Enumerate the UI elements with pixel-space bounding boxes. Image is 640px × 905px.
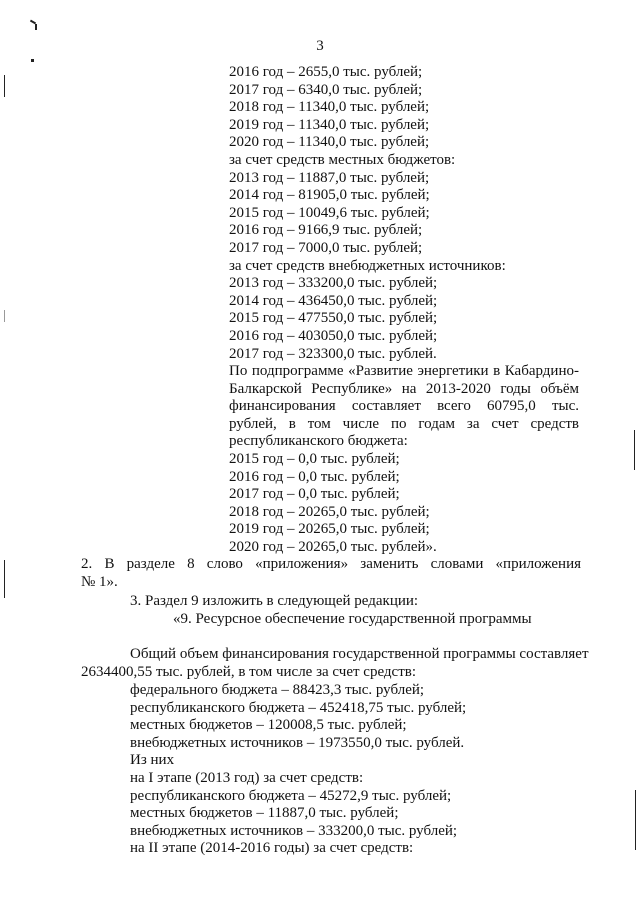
list-item: 2018 год – 11340,0 тыс. рублей; <box>229 99 430 116</box>
list-item: местных бюджетов – 120008,5 тыс. рублей; <box>130 717 407 734</box>
list-item: 2016 год – 9166,9 тыс. рублей; <box>229 222 423 239</box>
paragraph-line: Балкарской Республике» на 2013-2020 годы объём <box>229 380 579 397</box>
list-item: 2015 год – 477550,0 тыс. рублей; <box>229 310 438 327</box>
list-item: 2017 год – 323300,0 тыс. рублей. <box>229 345 437 362</box>
scan-mark <box>4 560 5 598</box>
list-item: 2013 год – 11887,0 тыс. рублей; <box>229 169 430 186</box>
scan-mark <box>634 430 635 470</box>
funding-by-year-list <box>229 64 581 363</box>
list-item: 2014 год – 436450,0 тыс. рублей; <box>229 292 438 309</box>
list-item: 2016 год – 2655,0 тыс. рублей; <box>229 64 423 80</box>
list-item: за счет средств внебюджетных источников: <box>229 257 506 274</box>
list-item: на II этапе (2014-2016 годы) за счет средств: <box>130 840 414 857</box>
list-item: федерального бюджета – 88423,3 тыс. рублей; <box>130 682 425 698</box>
paragraph-line: По подпрограмме «Развитие энергетики в Кабардино- <box>229 363 579 379</box>
list-item: 2020 год – 11340,0 тыс. рублей; <box>229 134 430 151</box>
list-item: местных бюджетов – 11887,0 тыс. рублей; <box>130 805 399 822</box>
page-number: 3 <box>316 38 324 54</box>
list-item: 2016 год – 403050,0 тыс. рублей; <box>229 327 438 344</box>
paragraph-line: республиканского бюджета: <box>229 433 408 450</box>
section-heading: «9. Ресурсное обеспечение государственной программы <box>173 611 532 627</box>
total-line-2: 2634400,55 тыс. рублей, в том числе за счет средств: <box>81 664 417 680</box>
list-item: 2018 год – 20265,0 тыс. рублей; <box>229 503 430 520</box>
scan-mark <box>4 75 5 97</box>
paragraph-line: финансирования составляет всего 60795,0 тыс. <box>229 398 579 415</box>
list-item: Из них <box>130 752 175 769</box>
list-item: 2014 год – 81905,0 тыс. рублей; <box>229 187 430 204</box>
list-item: 2016 год – 0,0 тыс. рублей; <box>229 468 400 485</box>
list-item: 2020 год – 20265,0 тыс. рублей». <box>229 538 437 555</box>
item-3: 3. Раздел 9 изложить в следующей редакции: <box>130 593 419 609</box>
list-item: внебюджетных источников – 1973550,0 тыс. рублей. <box>130 734 465 751</box>
list-item: 2015 год – 0,0 тыс. рублей; <box>229 451 400 467</box>
list-item: 2019 год – 11340,0 тыс. рублей; <box>229 116 430 133</box>
subprogram-paragraph <box>229 363 579 451</box>
list-item: 2015 год – 10049,6 тыс. рублей; <box>229 204 430 221</box>
scan-mark <box>31 59 34 62</box>
list-item: республиканского бюджета – 45272,9 тыс. рублей; <box>130 787 452 804</box>
list-item: внебюджетных источников – 333200,0 тыс. рублей; <box>130 822 458 839</box>
list-item: 2017 год – 0,0 тыс. рублей; <box>229 486 400 503</box>
list-item: 2019 год – 20265,0 тыс. рублей; <box>229 521 430 538</box>
scan-mark <box>35 24 37 30</box>
item-2-line-2: № 1». <box>81 574 118 590</box>
list-item: республиканского бюджета – 452418,75 тыс. рублей; <box>130 699 467 716</box>
scan-mark <box>4 310 5 322</box>
paragraph-line: рублей, в том числе по годам за счет средств <box>229 415 579 432</box>
list-item: 2017 год – 7000,0 тыс. рублей; <box>229 239 423 256</box>
subprogram-years-list <box>229 451 581 557</box>
list-item: на I этапе (2013 год) за счет средств: <box>130 769 364 786</box>
item-2-line-1: 2. В разделе 8 слово «приложения» заменить словами «приложения <box>81 556 581 572</box>
funding-sources-list <box>130 682 580 858</box>
scan-mark <box>635 790 636 850</box>
list-item: 2013 год – 333200,0 тыс. рублей; <box>229 275 438 292</box>
total-line-1: Общий объем финансирования государственной программы составляет <box>130 646 589 662</box>
list-item: за счет средств местных бюджетов: <box>229 151 456 168</box>
list-item: 2017 год – 6340,0 тыс. рублей; <box>229 81 423 98</box>
